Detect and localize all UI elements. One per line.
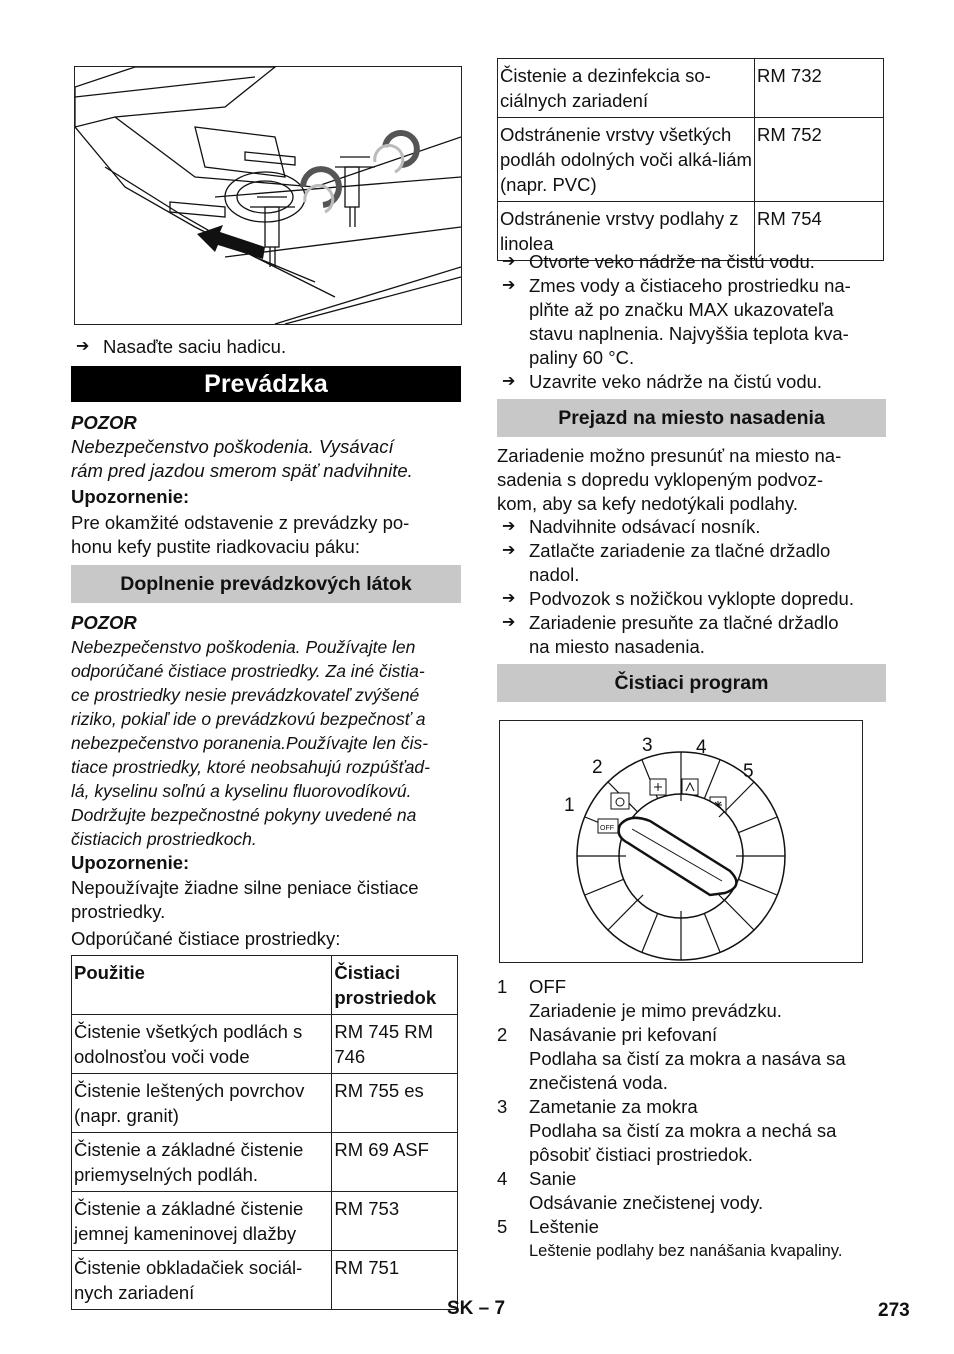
arrow-right-icon: ➔	[502, 373, 516, 390]
program-description: Leštenie podlahy bez nanášania kvapaliny.	[529, 1242, 843, 1260]
table-cell: Odstránenie vrstvy podlahy z linolea	[498, 202, 755, 261]
section-heading-transport: Prejazd na miesto nasadenia	[497, 399, 886, 437]
footer-section-label: SK – 7	[447, 1298, 506, 1319]
step-text-line: Otvorte veko nádrže na čistú vodu.	[529, 251, 815, 272]
program-title: Zametanie za mokra	[529, 1096, 698, 1117]
caution-text: Nebezpečenstvo poškodenia. Vysávací rám pred jazdou smerom späť nadvihnite.	[71, 436, 413, 481]
caution-text-2: Nebezpečenstvo poškodenia. Používajte len odporúčané čistiace prostriedky. Za iné čistia- ce prostriedky nesie prevádzkovateľ zvýšené riziko, pokiaľ ide o prevádzkovú bezpečnosť a nebezpečenstvo poranenia.Používajte len čis- tiace prostriedky, ktoré neobsahujú rozpúšťad- lá, kyselinu soľnú a kyselinu fluorovodíkovú. Dodržujte bezpečnostné pokyny uvedené na čistiacich prostriedkoch.	[71, 637, 430, 849]
table-cell: Čistenie a dezinfekcia so-ciálnych zariadení	[498, 59, 755, 118]
arrow-right-icon: ➔	[502, 542, 516, 559]
program-number: 4	[497, 1168, 508, 1189]
table-cell: RM 745 RM 746	[332, 1015, 458, 1074]
cleaning-agents-table	[71, 955, 458, 1310]
dial-number-4: 4	[696, 737, 707, 758]
program-description: Zariadenie je mimo prevádzku.	[529, 1000, 782, 1021]
svg-text:OFF: OFF	[600, 825, 614, 832]
table-cell: RM 69 ASF	[332, 1133, 458, 1192]
hose-mounting-figure	[74, 66, 462, 325]
table-row	[72, 1192, 458, 1251]
table-cell: Čistenie a základné čistenie priemyselných podláh.	[72, 1133, 332, 1192]
footer-page-number: 273	[878, 1300, 910, 1321]
transport-intro: Zariadenie možno presunúť na miesto na- sadenia s dopredu vyklopeným podvoz- kom, aby sa kefy nedotýkali podlahy.	[497, 445, 842, 514]
table-row	[498, 59, 884, 118]
table-cell: RM 732	[755, 59, 884, 118]
suction-icon	[682, 779, 698, 795]
arrow-right-icon: ➔	[502, 614, 516, 631]
note-text-2: Nepoužívajte žiadne silne peniace čistiace prostriedky.	[71, 877, 419, 922]
table-cell: RM 751	[332, 1251, 458, 1310]
table-header-cell: Čistiaci prostriedok	[332, 956, 458, 1015]
program-number: 1	[497, 976, 508, 997]
program-number: 5	[497, 1216, 508, 1237]
program-title: Leštenie	[529, 1216, 599, 1237]
arrow-right-icon: ➔	[76, 338, 90, 355]
program-description: Odsávanie znečistenej vody.	[529, 1192, 764, 1213]
table-cell: Čistenie leštených povrchov (napr. granit)	[72, 1074, 332, 1133]
step-text-line: nadol.	[529, 564, 580, 585]
step-item	[497, 370, 919, 394]
table-header-row	[72, 956, 458, 1015]
step-text-line: Zmes vody a čistiaceho prostriedku na-	[529, 275, 851, 296]
cleaning-agents-table-continued	[497, 58, 884, 261]
step-text-line: Zatlačte zariadenie za tlačné držadlo	[529, 540, 831, 561]
table-row	[72, 1251, 458, 1310]
step-text-line: paliny 60 °C.	[529, 347, 635, 368]
program-title: Nasávanie pri kefovaní	[529, 1024, 718, 1045]
table-cell: Čistenie obkladačiek sociál-nych zariadení	[72, 1251, 332, 1310]
arrow-right-icon: ➔	[502, 518, 516, 535]
dial-number-3: 3	[642, 735, 653, 756]
step-text-line: na miesto nasadenia.	[529, 636, 705, 657]
caution-label-2: POZOR	[71, 612, 137, 633]
section-heading-cleaning-program: Čistiaci program	[497, 664, 886, 702]
brush-suction-icon	[611, 793, 629, 809]
note-label: Upozornenie:	[71, 486, 190, 507]
step-text-line: Nadvihnite odsávací nosník.	[529, 516, 761, 537]
dial-number-2: 2	[592, 757, 603, 778]
section-heading-fill-consumables: Doplnenie prevádzkových látok	[71, 565, 461, 603]
table-cell: Odstránenie vrstvy všetkých podláh odolných voči alká-liám (napr. PVC)	[498, 118, 755, 202]
step-item	[497, 274, 919, 370]
table-cell: RM 752	[755, 118, 884, 202]
hose-mounting-illustration	[75, 67, 461, 324]
section-banner-operation: Prevádzka	[71, 366, 461, 402]
arrow-right-icon: ➔	[502, 253, 516, 270]
step-item	[497, 250, 919, 274]
program-selector-figure	[499, 720, 863, 963]
table-row	[72, 1074, 458, 1133]
program-title: Sanie	[529, 1168, 577, 1189]
step-text-line: Uzavrite veko nádrže na čistú vodu.	[529, 371, 823, 392]
table-row	[72, 1015, 458, 1074]
table-header-cell: Použitie	[72, 956, 332, 1015]
table-row	[72, 1133, 458, 1192]
dial-number-1: 1	[564, 795, 575, 816]
step-text-line: plňte až po značku MAX ukazovateľa	[529, 299, 834, 320]
table-cell: Čistenie všetkých podlách s odolnosťou voči vode	[72, 1015, 332, 1074]
note-label-2: Upozornenie:	[71, 852, 190, 873]
step-item	[497, 515, 919, 539]
program-number: 3	[497, 1096, 508, 1117]
recommended-agents-label: Odporúčané čistiace prostriedky:	[71, 928, 341, 949]
program-number: 2	[497, 1024, 508, 1045]
step-item	[497, 539, 919, 587]
step-attach-hose: ➔ Nasaďte saciu hadicu.	[76, 336, 287, 357]
program-description: pôsobiť čistiaci prostriedok.	[529, 1144, 753, 1165]
table-row	[498, 118, 884, 202]
table-cell: RM 753	[332, 1192, 458, 1251]
table-cell: RM 755 es	[332, 1074, 458, 1133]
arrow-right-icon: ➔	[502, 277, 516, 294]
step-item	[497, 611, 919, 659]
program-dial-illustration	[500, 721, 862, 962]
dial-number-5: 5	[743, 761, 754, 782]
table-cell: RM 754	[755, 202, 884, 261]
step-text-line: Podvozok s nožičkou vyklopte dopredu.	[529, 588, 854, 609]
program-description: znečistená voda.	[529, 1072, 668, 1093]
step-text-line: stavu naplnenia. Najvyššia teplota kva-	[529, 323, 849, 344]
program-description: Podlaha sa čistí za mokra a nasáva sa	[529, 1048, 846, 1069]
program-title: OFF	[529, 976, 566, 997]
step-text-line: Zariadenie presuňte za tlačné držadlo	[529, 612, 839, 633]
caution-label: POZOR	[71, 412, 137, 433]
step-item	[497, 587, 919, 611]
table-cell: Čistenie a základné čistenie jemnej kameninovej dlažby	[72, 1192, 332, 1251]
off-icon	[598, 819, 618, 833]
arrow-right-icon: ➔	[502, 590, 516, 607]
program-description: Podlaha sa čistí za mokra a nechá sa	[529, 1120, 837, 1141]
note-text: Pre okamžité odstavenie z prevádzky po- honu kefy pustite riadkovaciu páku:	[71, 512, 410, 557]
